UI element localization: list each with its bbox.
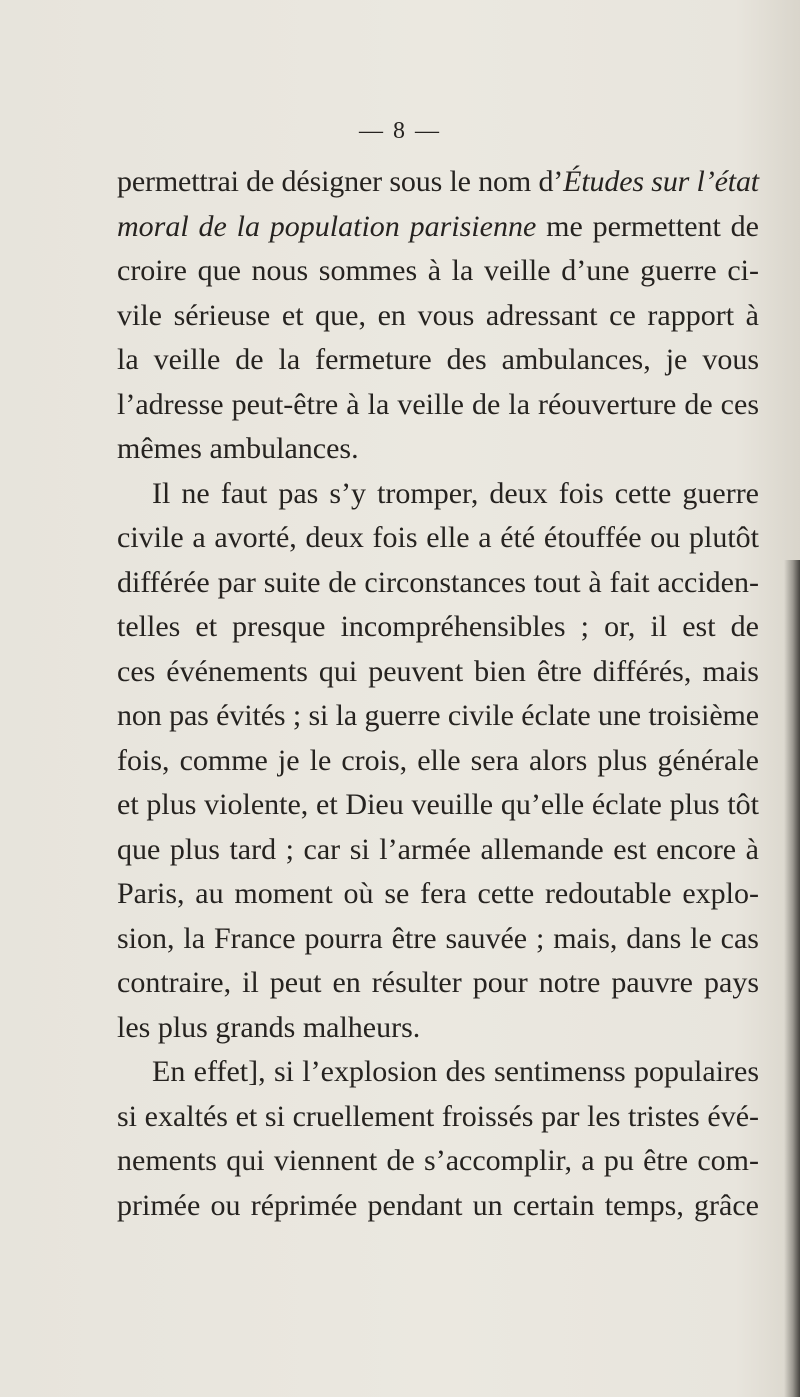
text-line: différée par suite de circonstances tout à fait acciden-	[117, 565, 759, 599]
text-line: Paris, au moment où se fera cette redoutable explo-	[117, 877, 759, 910]
text-line: permettrai de désigner sous le nom d’Études sur l’état	[117, 165, 759, 198]
text-line: ces événements qui peuvent bien être différés, mais	[117, 654, 759, 688]
text-line: telles et presque incompréhensibles ; or, il est de	[117, 610, 759, 643]
text-line: fois, comme je le crois, elle sera alors plus générale	[117, 743, 759, 777]
text-line: la veille de la fermeture des ambulances, je vous	[117, 343, 759, 376]
page-edge-shadow	[784, 560, 800, 1397]
page-number: — 8 —	[359, 118, 441, 144]
text-line: les plus grands malheurs.	[117, 1010, 421, 1044]
text-line: que plus tard ; car si l’armée allemande est encore à	[117, 832, 759, 866]
text-line: l’adresse peut-être à la veille de la réouverture de ces	[117, 387, 759, 421]
text-line: En effet], si l’explosion des sentimenss populaires	[152, 1055, 759, 1088]
text-line: nements qui viennent de s’accomplir, a pu être com-	[117, 1144, 759, 1177]
text-line: non pas évités ; si la guerre civile éclate une troisième	[117, 699, 759, 732]
text-line: contraire, il peut en résulter pour notre pauvre pays	[117, 966, 759, 999]
text-line: sion, la France pourra être sauvée ; mais, dans le cas	[117, 921, 759, 955]
text-line: mêmes ambulances.	[117, 432, 359, 465]
text-line: vile sérieuse et que, en vous adressant ce rapport à	[117, 298, 759, 332]
text-line: croire que nous sommes à la veille d’une guerre ci-	[117, 254, 759, 287]
text-line: Il ne faut pas s’y tromper, deux fois cette guerre	[152, 476, 759, 510]
text-line: moral de la population parisienne me permettent de	[117, 209, 759, 243]
text-line: et plus violente, et Dieu veuille qu’elle éclate plus tôt	[117, 788, 759, 821]
text-line: primée ou réprimée pendant un certain temps, grâce	[117, 1188, 759, 1222]
body-text	[117, 160, 759, 1228]
text-line: si exaltés et si cruellement froissés par les tristes évé-	[117, 1099, 759, 1133]
text-line: civile a avorté, deux fois elle a été étouffée ou plutôt	[117, 521, 759, 554]
